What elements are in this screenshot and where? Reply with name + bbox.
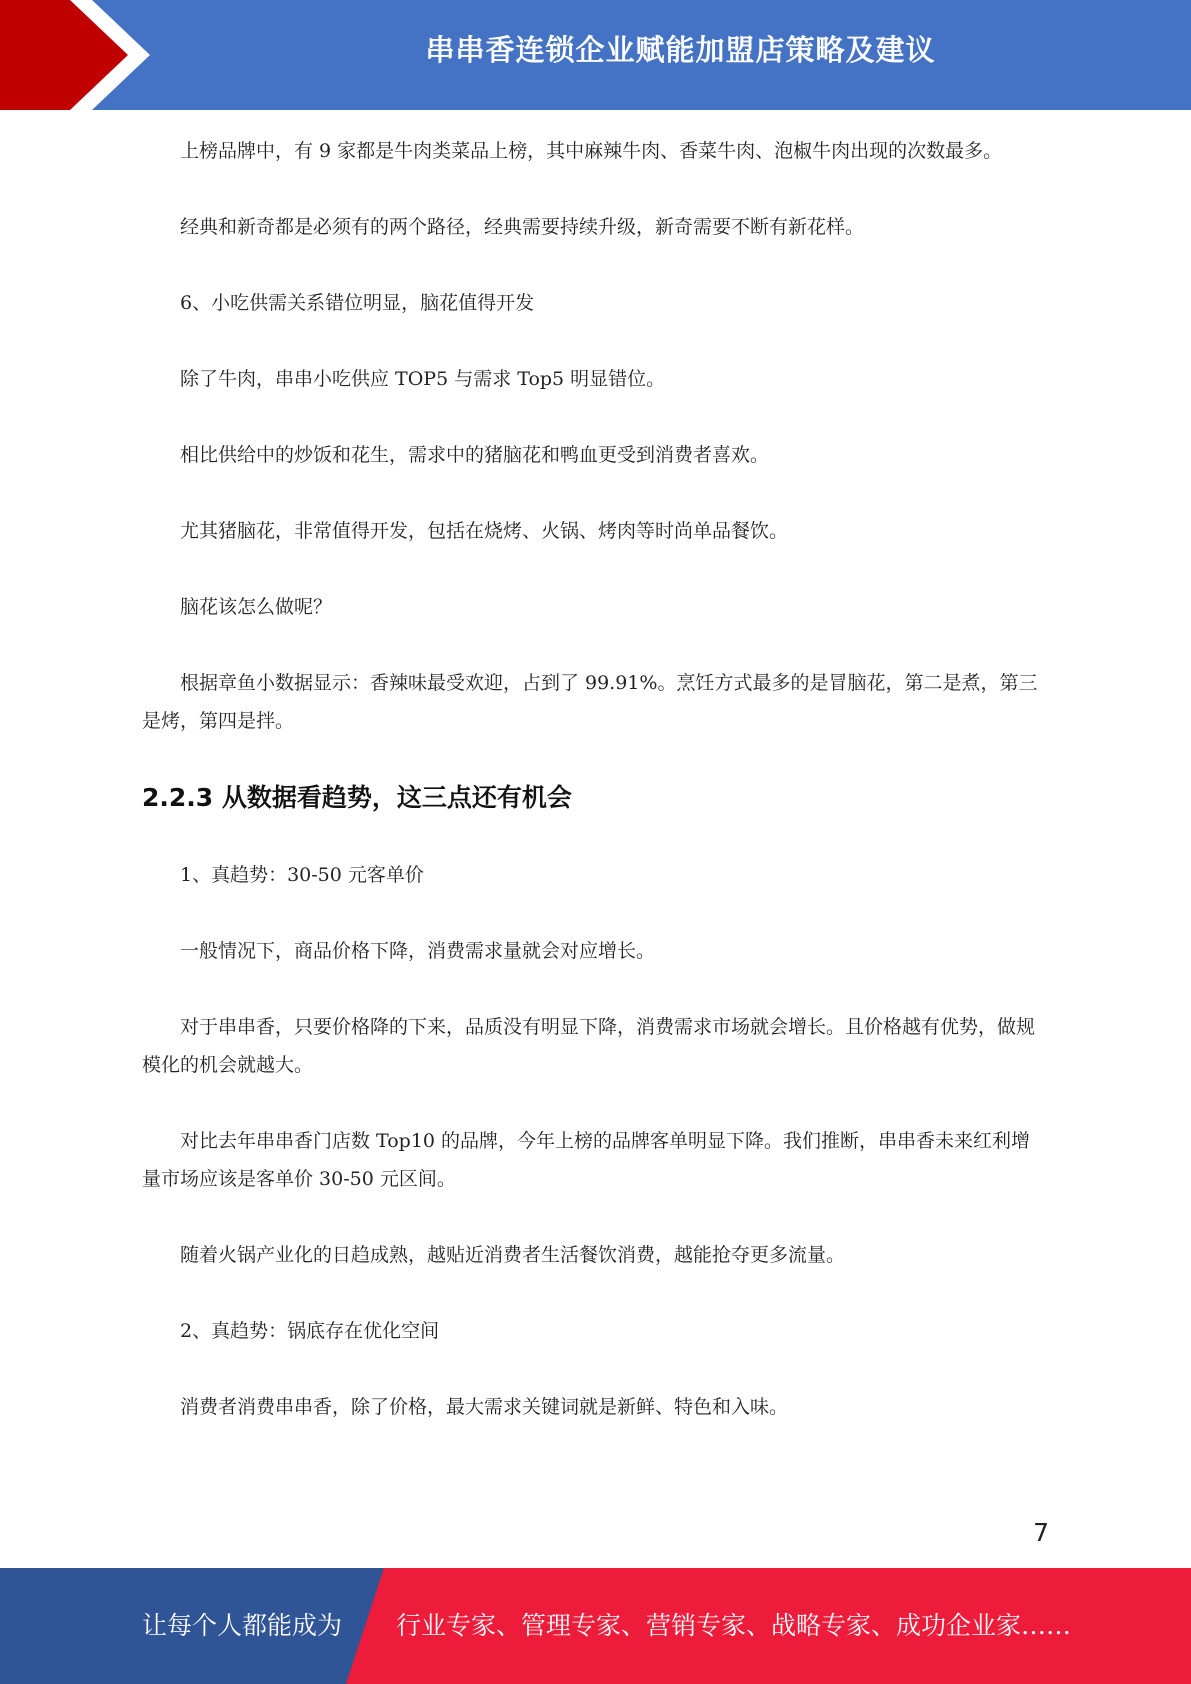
- document-body: [142, 132, 1048, 1464]
- paragraph: 一般情况下，商品价格下降，消费需求量就会对应增长。: [180, 940, 656, 962]
- paragraph: 随着火锅产业化的日趋成熟，越贴近消费者生活餐饮消费，越能抢夺更多流量。: [180, 1244, 846, 1266]
- paragraph: 根据章鱼小数据显示：香辣味最受欢迎，占到了 99.91%。烹饪方式最多的是冒脑花，第二是煮，第三是烤，第四是拌。: [142, 672, 1038, 732]
- paragraph: 除了牛肉，串串小吃供应 TOP5 与需求 Top5 明显错位。: [180, 368, 666, 390]
- paragraph: 消费者消费串串香，除了价格，最大需求关键词就是新鲜、特色和入味。: [180, 1396, 789, 1418]
- paragraph: 对于串串香，只要价格降的下来，品质没有明显下降，消费需求市场就会增长。且价格越有优势，做规模化的机会就越大。: [142, 1016, 1036, 1076]
- paragraph: 尤其猪脑花，非常值得开发，包括在烧烤、火锅、烤肉等时尚单品餐饮。: [180, 520, 789, 542]
- footer-slogan-right: 行业专家、管理专家、营销专家、战略专家、成功企业家……: [396, 1611, 1072, 1640]
- paragraph: 6、小吃供需关系错位明显，脑花值得开发: [180, 292, 535, 314]
- paragraph: 脑花该怎么做呢？: [180, 596, 333, 618]
- page-footer: [0, 1568, 1191, 1684]
- paragraph: 上榜品牌中，有 9 家都是牛肉类菜品上榜，其中麻辣牛肉、香菜牛肉、泡椒牛肉出现的次数最多。: [180, 140, 1003, 162]
- paragraph: 2、真趋势：锅底存在优化空间: [180, 1320, 440, 1342]
- paragraph: 1、真趋势：30-50 元客单价: [180, 864, 424, 886]
- paragraph: 经典和新奇都是必须有的两个路径，经典需要持续升级，新奇需要不断有新花样。: [180, 216, 865, 238]
- paragraph: 相比供给中的炒饭和花生，需求中的猪脑花和鸭血更受到消费者喜欢。: [180, 444, 770, 466]
- section-heading: 2.2.3 从数据看趋势，这三点还有机会: [142, 783, 572, 812]
- paragraph: 对比去年串串香门店数 Top10 的品牌，今年上榜的品牌客单明显下降。我们推断，串串香未来红利增量市场应该是客单价 30-50 元区间。: [142, 1130, 1031, 1190]
- footer-slogan-left: 让每个人都能成为: [142, 1611, 343, 1640]
- header-title: 串串香连锁企业赋能加盟店策略及建议: [425, 33, 936, 67]
- page-header: [0, 0, 1191, 110]
- page-number: 7: [1033, 1518, 1049, 1547]
